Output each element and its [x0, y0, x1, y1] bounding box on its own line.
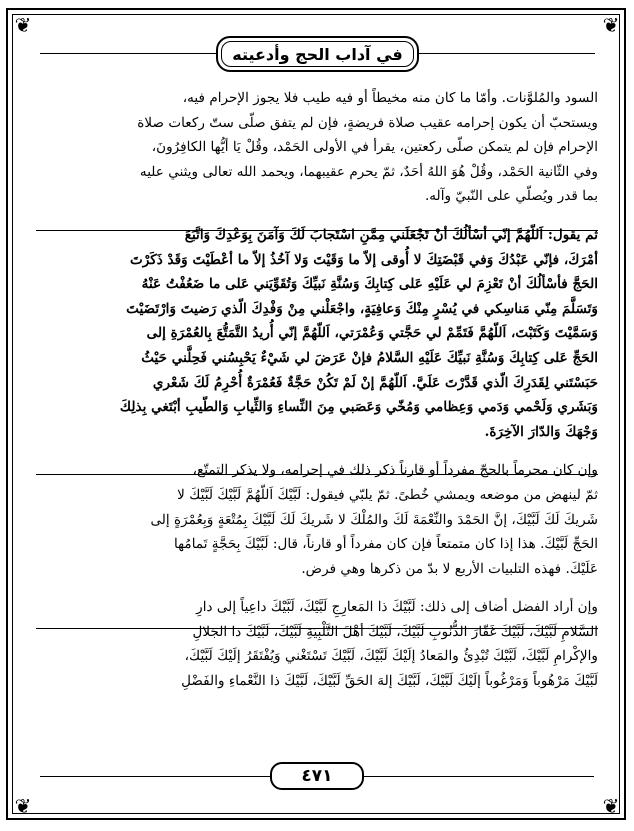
footer-rule [40, 776, 270, 777]
ornament-icon: ❦ [602, 13, 620, 37]
paragraph-divider [36, 628, 598, 629]
text-line: شَريكَ لَكَ لَبَّيْكَ، إنَّ الحَمْدَ والنِّعْمَةَ لَكَ والمُلْكَ لا شَريكَ لَكَ لَبَّيْكَ بِمُتْعَةٍ وَبِعُمْرَةٍ إلى [150, 511, 598, 528]
text-line: الحَجِّ لَبَّيْكَ. هذا إذا كان متمتعاً فإن كان مفرداً أو قارناً، قال: لَبَّيْكَ بِحَجَّةٍ تَمامُها [174, 536, 598, 553]
footer-rule [364, 776, 594, 777]
text-line: والإكْرامِ لَبَّيْكَ، لَبَّيْكَ تُبْدِئُ والمَعادُ إلَيْكَ لَبَّيْكَ، لَبَّيْكَ تَسْتَغْني وَيُفْتَقَرُ إلَيْكَ لَبَّيْكَ، [184, 648, 598, 665]
text-line: الإحرام فإن لم يتمكن صلّى ركعتين، يقرأ في الأولى الحَمْد، وقُلْ يَا أيُّها الكافِرُونَ، [151, 139, 598, 156]
text-line: ثمّ لينهض من موضعه ويمشي خُطىً. ثمّ يلبّي فيقول: لَبَّيْكَ اَللّهُمَّ لَبَّيْكَ لَبَّيْكَ لا [177, 486, 598, 503]
body-text [36, 86, 598, 694]
ornament-icon: ❦ [14, 794, 32, 818]
text-line: السود والمُلوَّنات. وأمّا ما كان منه مخيطاً أو فيه طيب فلا يجوز الإحرام فيه، [182, 90, 598, 106]
paragraph [36, 458, 598, 581]
paragraph [36, 595, 598, 693]
text-line: ويستحبّ أن يكون إحرامه عقيب صلاة فريضةٍ، فإن لم يتفق صلّى ستّ ركعات صلاة [137, 114, 598, 131]
text-line: وفي الثّانية الحَمْد، وقُلْ هُوَ اللهُ أحَدٌ، ثمّ يحرم عقيبهما، ويحمد الله تعالى ويثني عليه [139, 163, 598, 180]
text-line: أمْرَكَ، فإنّي عَبْدُكَ وَفي قَبْضَتِكَ لا أُوقى إلاّ ما وَقَيْتَ وَلا آخُذُ إلاّ ما أعْطَيْتَ وَقَدْ ذَكَرْتَ [129, 251, 598, 268]
text-line: عَلَيْكَ. فهذه التلبيات الأربع لا بدّ من ذكرها وهي فرض. [301, 560, 598, 577]
text-line: وَجْهَكَ وَالدّارَ الآخِرَةَ. [484, 423, 598, 440]
text-line: الحَجَّ فأسْألُكَ أنْ تَعْزِمَ لي عَلَيْهِ عَلى كِتابِكَ وَسُنَّةِ نَبيِّكَ وَتُقَوِّيَني عَلى ما ضَعُفْتُ عَنْهُ [141, 276, 598, 293]
text-line: بما قدر ويُصلّي على النّبيّ وآله. [424, 188, 598, 205]
text-line: وَبَشَري وَلَحْمي وَدَمي وَعِظامي وَمُخّي وَعَصَبي مِنَ النِّساءِ وَالثِّيابِ وَالطّيبِ أبْتَغي بِذلِكَ [119, 399, 598, 416]
ornament-icon: ❦ [14, 13, 32, 37]
header-rule [419, 53, 595, 54]
page-title: في آداب الحج وأدعيته [232, 44, 403, 64]
ornament-icon: ❦ [602, 794, 620, 818]
text-line: السَّلامِ لَبَّيْكَ، لَبَّيْكَ غَفّارَ الذُّنُوبِ لَبَّيْكَ، لَبَّيْكَ أهْلَ التَّلْبِيَةِ لَبَّيْكَ، لَبَّيْكَ ذا الجَلالِ [192, 623, 598, 640]
text-line: الحَجِّ عَلى كِتابِكَ وَسُنَّةِ نَبيِّكَ عَلَيْهِ السَّلامُ فإنْ عَرَضَ لي شَيْءٌ يَحْبِسُني فَحِلَّني حَيْثُ [141, 349, 598, 366]
page-number-box [270, 762, 364, 790]
running-header [216, 36, 419, 72]
text-line: وَسَمَّيْتَ وَكَتَبْتَ، اَللّهُمَّ فَتَمِّمْ لي حَجَّتي وَعُمْرَتي، اَللّهُمَّ إنّي أُريدُ التَّمَتُّعَ بِالعُمْرَةِ إلى [146, 325, 598, 342]
text-line: وإن كان محرماً بالحجّ مفرداً أو قارناً ذكر ذلك في إحرامه، ولا يذكر التمتّع، [192, 462, 598, 479]
text-line: وإن أراد الفضل أضاف إلى ذلك: لَبَّيْكَ ذا المَعارِجِ لَبَّيْكَ، لَبَّيْكَ داعِياً إلى دارِ [196, 599, 598, 616]
text-line: وَتَسَلَّمَ مِنّي مَناسِكي في يُسْرٍ مِنْكَ وَعافِيَةٍ، واجْعَلْني مِنْ وَفْدِكَ الّذي رَضيتَ وَارْتَضَيْتَ [126, 300, 598, 317]
text-line: حَبَسْتَني لِقَدَرِكَ الّذي قَدَّرْتَ عَلَيَّ. اَللّهُمَّ إنْ لَمْ تَكُنْ حَجَّةٌ فَعُمْرَةٌ أُحْرِمُ لَكَ شَعْري [152, 374, 598, 391]
text-line: لَبَّيْكَ مَرْهُوباً وَمَرْغُوباً إلَيْكَ لَبَّيْكَ، لَبَّيْكَ إلهَ الحَقِّ لَبَّيْكَ، لَبَّيْكَ ذا النَّعْماءِ والفَضْلِ [181, 673, 598, 690]
page-number: ٤٧١ [301, 766, 333, 786]
paragraph [36, 86, 598, 209]
paragraph-divider [36, 474, 598, 475]
paragraph [36, 223, 598, 444]
paragraph-divider [36, 230, 598, 231]
text-line: ثم يقول: اَللّهُمَّ إنّي أسْألُكَ أنْ تَجْعَلَني مِمَّنِ اسْتَجابَ لَكَ وَآمَنَ بِوَعْدِكَ وَاتَّبَعَ [184, 226, 598, 243]
header-rule [40, 53, 216, 54]
